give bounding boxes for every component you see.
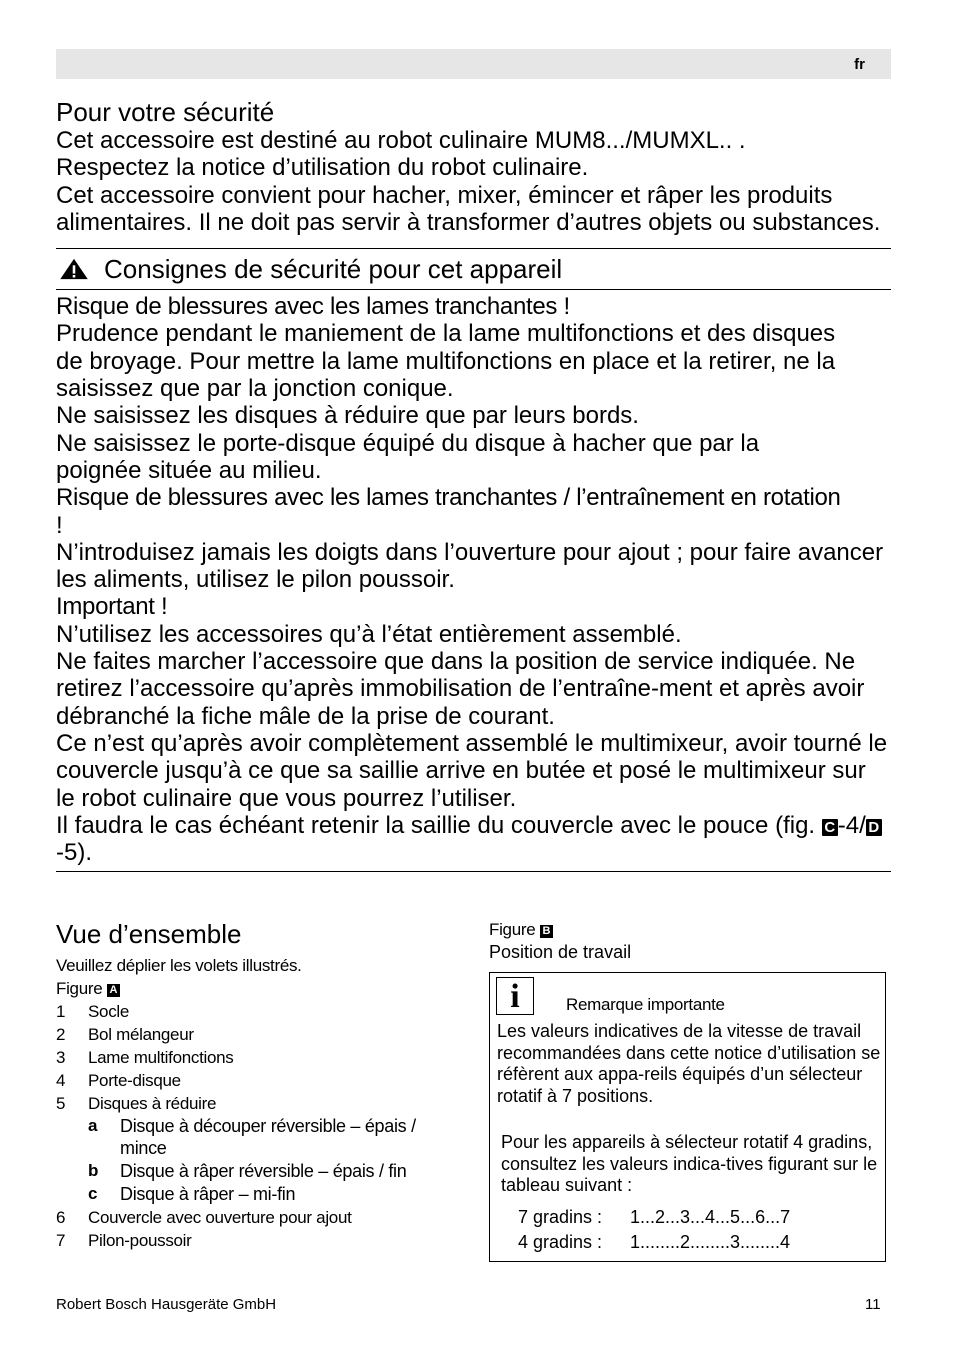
safety-line: Respectez la notice d’utilisation du robot culinaire. (56, 154, 589, 182)
main-content (56, 97, 891, 872)
list-item: c Disque à râper – mi-fin (88, 1184, 296, 1204)
paragraph: Ne saisissez le porte-disque équipé du disque à hacher que par la poignée située au milieu. (56, 429, 760, 484)
subheading-important: Important ! (56, 593, 168, 621)
figure-b-section (489, 918, 889, 963)
speed-table (518, 1205, 790, 1255)
list-item: 1 Socle (56, 1002, 130, 1021)
list-item: 4 Porte-disque (56, 1071, 181, 1090)
paragraph: Ne saisissez les disques à réduire que par leurs bords. (56, 402, 639, 430)
table-row: 7 gradins : 1...2...3...4...5...6...7 (518, 1207, 791, 1227)
disc-sublist (56, 1115, 466, 1205)
footer-page-number: 11 (865, 1296, 881, 1313)
list-item: 3 Lame multifonctions (56, 1048, 234, 1067)
note-text: Pour les appareils à sélecteur rotatif 4 gradins, consultez les valeurs indica-tives figurant sur le tableau suivant : (501, 1132, 878, 1196)
note-title: Remarque importante (566, 995, 725, 1014)
overview-title: Vue d’ensemble (56, 919, 242, 949)
figure-b-caption: Position de travail (489, 942, 632, 962)
safety-line: Cet accessoire est destiné au robot culinaire MUM8.../MUMXL.. . (56, 127, 746, 154)
list-item: 5 Disques à réduire (56, 1094, 217, 1113)
subheading-risk-blades: Risque de blessures avec les lames tranchantes ! (56, 293, 570, 321)
language-code: fr (854, 56, 865, 73)
overview-section (56, 918, 466, 1252)
paragraph: Prudence pendant le maniement de la lame multifonctions et des disques de broyage. Pour mettre la lame multifonctions en place et la retirer, ne la saisissez que par la jonction conique. (56, 320, 836, 403)
parts-list (56, 1000, 466, 1115)
figure-a-label: Figure A (56, 977, 466, 1000)
warning-triangle-icon (58, 258, 90, 280)
consignes-title: Consignes de sécurité pour cet appareil (104, 254, 563, 285)
language-bar (56, 49, 891, 79)
figure-d-badge: D (866, 819, 882, 836)
consignes-text (56, 293, 891, 866)
paragraph: N’utilisez les accessoires qu’à l’état entièrement assemblé. (56, 620, 682, 648)
safety-text (56, 127, 891, 236)
paragraph: N’introduisez jamais les doigts dans l’ouverture pour ajout ; pour faire avancer les aliments, utilisez le pilon poussoir. (56, 538, 884, 594)
section-title-safety: Pour votre sécurité (56, 97, 275, 127)
paragraph: Ne faites marcher l’accessoire que dans la position de service indiquée. Ne retirez l’accessoire qu’après immobilisation de l’entraîne-ment et après avoir débranché la fiche mâle de la prise de courant. (56, 648, 865, 730)
safety-line: Cet accessoire convient pour hacher, mixer, émincer et râper les produits alimentaires. Il ne doit pas servir à transformer d’autres objets ou substances. (56, 181, 881, 236)
footer-company: Robert Bosch Hausgeräte GmbH (56, 1296, 277, 1313)
parts-list-continued (56, 1206, 466, 1252)
warning-heading (56, 249, 891, 289)
table-row: 4 gradins : 1........2........3........4 (518, 1232, 791, 1252)
list-item: a Disque à découper réversible – épais / mince (88, 1116, 416, 1158)
list-item: 2 Bol mélangeur (56, 1025, 194, 1044)
info-icon: i (496, 977, 534, 1015)
figure-b-badge: B (540, 925, 553, 938)
divider (56, 289, 891, 290)
list-item: 6 Couvercle avec ouverture pour ajout (56, 1208, 352, 1227)
overview-instruction: Veuillez déplier les volets illustrés. (56, 956, 302, 975)
list-item: b Disque à râper réversible – épais / fin (88, 1161, 407, 1181)
paragraph: Ce n’est qu’après avoir complètement assemblé le multimixeur, avoir tourné le couvercle jusqu’à ce que sa saillie arrive en butée et posé le multimixeur sur le robot culinaire que vous pourrez l’utiliser. (56, 729, 888, 812)
note-text: Les valeurs indicatives de la vitesse de travail recommandées dans cette notice d’utilisation se réfèrent aux appa-reils équipés d’un sélecteur rotatif à 7 positions. (497, 1021, 881, 1106)
paragraph-figure-ref: Il faudra le cas échéant retenir la saillie du couvercle avec le pouce (fig. C -4/ D-5). (56, 812, 891, 867)
important-note-box (489, 972, 886, 1262)
divider (56, 871, 891, 872)
list-item: 7 Pilon-poussoir (56, 1231, 192, 1250)
figure-a-badge: A (107, 984, 120, 997)
figure-c-badge: C (822, 819, 838, 836)
figure-b-label: Figure B (489, 918, 889, 941)
subheading-risk-rotation: Risque de blessures avec les lames tranchantes / l’entraînement en rotation ! (56, 484, 841, 539)
